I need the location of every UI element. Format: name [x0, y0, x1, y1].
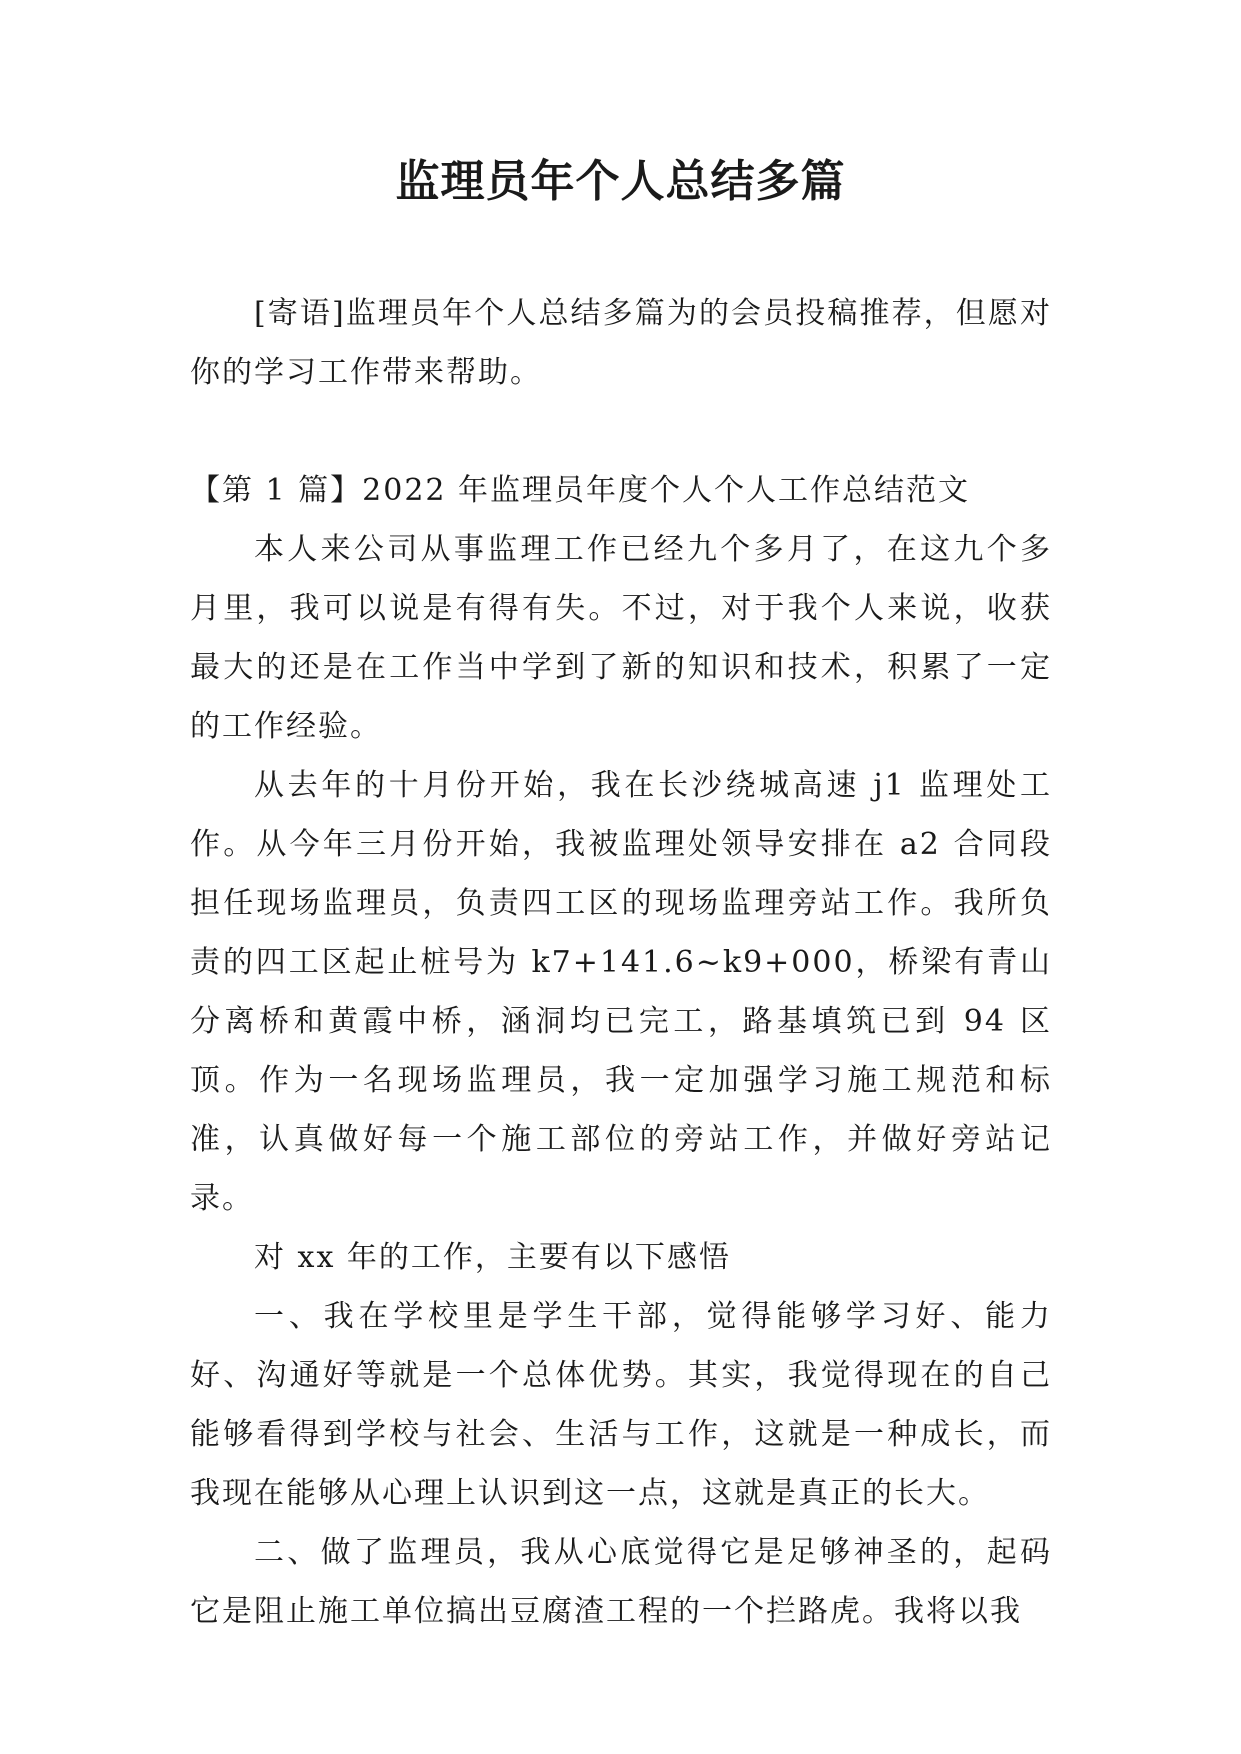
body-paragraph: 对 xx 年的工作，主要有以下感悟 [254, 1240, 731, 1275]
body-paragraph: 二、做了监理员，我从心底觉得它是足够神圣的，起码它是阻止施工单位搞出豆腐渣工程的一个拦路虎。我将以我 [190, 1535, 1052, 1629]
document-title: 监理员年个人总结多篇 [395, 156, 846, 207]
body-paragraph: 本人来公司从事监理工作已经九个多月了，在这九个多月里，我可以说是有得有失。不过，对于我个人来说，收获最大的还是在工作当中学到了新的知识和技术，积累了一定的工作经验。 [190, 532, 1052, 744]
body-paragraph: 从去年的十月份开始，我在长沙绕城高速 j1 监理处工作。从今年三月份开始，我被监理处领导安排在 a2 合同段担任现场监理员，负责四工区的现场监理旁站工作。我所负责的四工区起止桩号为 k7+141.6~k9+000，桥梁有青山分离桥和黄霞中桥，涵洞均已完工，路基填筑已到 94 区顶。作为一名现场监理员，我一定加强学习施工规范和标准，认真做好每一个施工部位的旁站工作，并做好旁站记录。 [190, 768, 1052, 1216]
body-paragraph: 一、我在学校里是学生干部，觉得能够学习好、能力好、沟通好等就是一个总体优势。其实，我觉得现在的自己能够看得到学校与社会、生活与工作，这就是一种成长，而我现在能够从心理上认识到这一点，这就是真正的长大。 [190, 1299, 1052, 1511]
foreword-paragraph: [寄语]监理员年个人总结多篇为的会员投稿推荐，但愿对你的学习工作带来帮助。 [190, 296, 1052, 390]
section-heading: 【第 1 篇】2022 年监理员年度个人个人工作总结范文 [190, 473, 971, 508]
document-body [190, 284, 1052, 1641]
